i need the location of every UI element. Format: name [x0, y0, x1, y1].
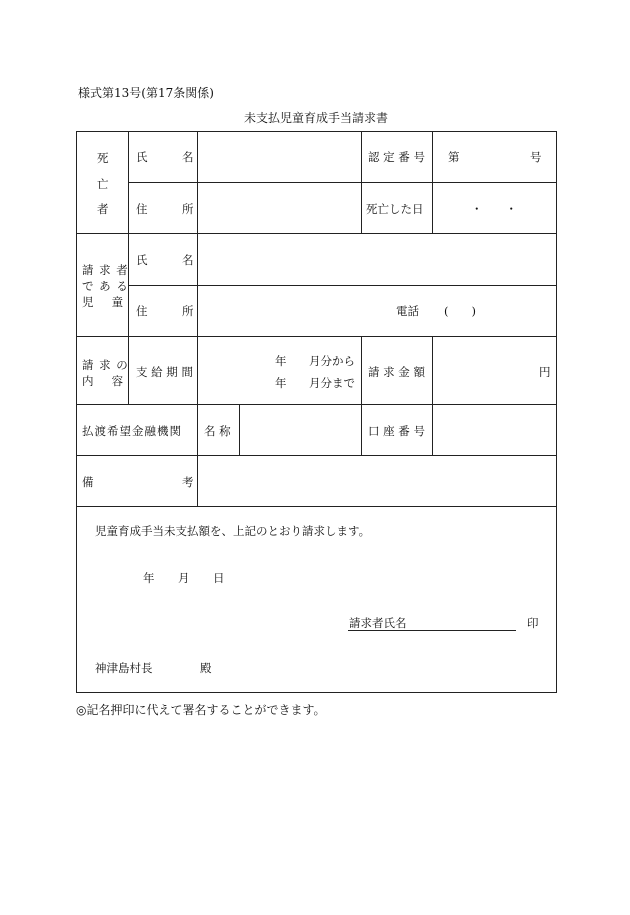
signer-name-field[interactable]	[410, 610, 516, 630]
claim-amount-field[interactable]	[433, 337, 537, 404]
deceased-address-field[interactable]	[198, 183, 361, 233]
claim-section-label-1: 請 求 の	[82, 358, 129, 372]
deceased-name-label-b: 名	[182, 150, 194, 164]
payment-period-field[interactable]	[198, 337, 361, 404]
remarks-label-a: 備	[82, 475, 94, 489]
death-date-label: 死亡した日	[366, 202, 424, 216]
deceased-address-label-a: 住	[136, 202, 148, 216]
claimant-name-field[interactable]	[198, 234, 556, 285]
date-year: 年	[143, 571, 155, 585]
bank-label: 払渡希望金融機関	[82, 424, 182, 438]
date-day: 日	[213, 571, 225, 585]
footnote: ◎記名押印に代えて署名することができます。	[76, 703, 326, 717]
deceased-name-field[interactable]	[198, 132, 361, 182]
form-number: 様式第13号(第17条関係)	[78, 86, 214, 100]
cert-number-prefix: 第	[448, 150, 460, 164]
form-title: 未支払児童育成手当請求書	[244, 111, 389, 125]
claim-amount-unit: 円	[539, 365, 551, 379]
death-date-field[interactable]	[433, 183, 556, 233]
account-number-field[interactable]	[433, 405, 556, 455]
signer-underline	[348, 630, 516, 631]
phone-field[interactable]	[440, 286, 556, 336]
claimant-name-label-b: 名	[182, 253, 194, 267]
cert-number-label: 認 定 番 号	[368, 150, 425, 164]
honorific: 殿	[200, 661, 212, 675]
claimant-section-label-1: 請 求 者	[82, 263, 129, 277]
phone-label: 電話	[396, 304, 419, 318]
claimant-name-label-a: 氏	[136, 253, 148, 267]
claim-statement: 児童育成手当未支払額を、上記のとおり請求します。	[95, 524, 371, 538]
period-from-month: 月分から	[309, 354, 355, 368]
bank-name-field[interactable]	[240, 405, 361, 455]
seal-mark: 印	[527, 616, 539, 630]
deceased-section-label-1: 死	[97, 151, 109, 165]
cert-number-suffix: 号	[530, 150, 542, 164]
period-to-month: 月分まで	[309, 376, 355, 390]
account-number-label: 口 座 番 号	[368, 424, 425, 438]
claim-section-label-2: 内 容	[82, 374, 125, 388]
claimant-address-label-a: 住	[136, 304, 148, 318]
period-from-year: 年	[275, 354, 287, 368]
period-to-year: 年	[275, 376, 287, 390]
deceased-address-label-b: 所	[182, 202, 194, 216]
death-date-dots: ・ ・	[471, 202, 517, 216]
cert-number-field[interactable]	[460, 132, 526, 182]
remarks-label-b: 考	[182, 475, 194, 489]
claim-amount-label: 請 求 金 額	[368, 365, 425, 379]
deceased-name-label-a: 氏	[136, 150, 148, 164]
claimant-address-label-b: 所	[182, 304, 194, 318]
signature-date-field[interactable]	[100, 565, 230, 587]
bank-name-label: 名 称	[204, 424, 231, 438]
addressee: 神津島村長	[95, 661, 153, 675]
remarks-field[interactable]	[198, 456, 556, 506]
deceased-section-label-2: 亡	[97, 177, 109, 191]
phone-paren: ( )	[444, 304, 476, 318]
claimant-address-field[interactable]	[198, 286, 388, 336]
payment-period-label: 支 給 期 間	[136, 365, 193, 379]
signer-label: 請求者氏名	[349, 616, 407, 630]
claimant-section-label-3: 児 童	[82, 295, 125, 309]
date-month: 月	[178, 571, 190, 585]
deceased-section-label-3: 者	[97, 202, 109, 216]
claimant-section-label-2: で あ る	[82, 279, 129, 293]
